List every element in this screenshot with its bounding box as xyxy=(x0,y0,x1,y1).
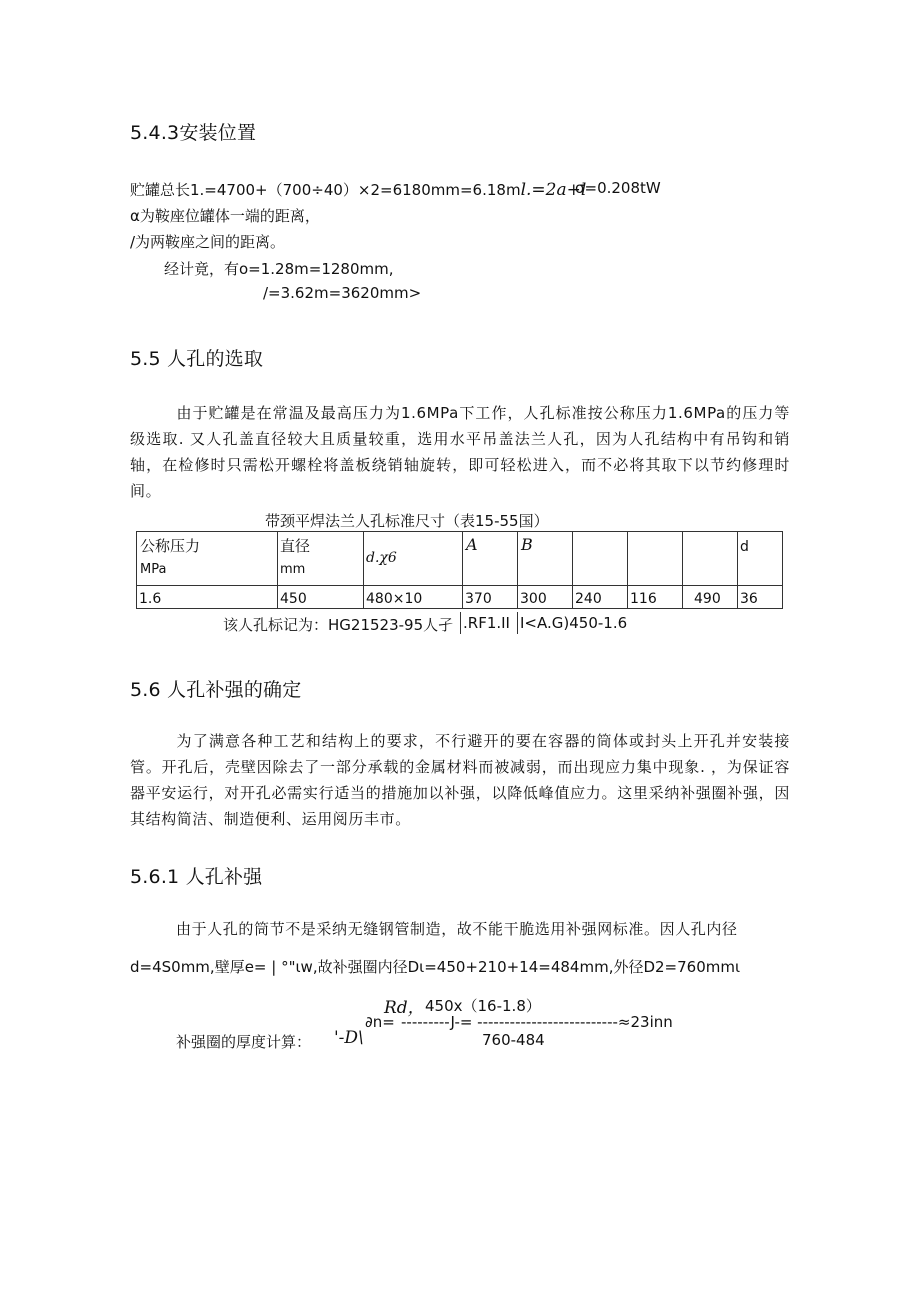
section-5-6-paragraph-text: 为了满意各种工艺和结构上的要求，不行避开的要在容器的筒体或封头上开孔并安装接管。开孔后，壳壁因除去了一部分承载的金属材料而被减弱，而出现应力集中现象. ，为保证容器平安运行，对开孔必需实行适当的措施加以补强，以降低峰值应力。这里采纳补强圈补强，因其结构简洁、制造便利、运用阅历丰市。 xyxy=(130,732,790,828)
formula-numerator: 450x（16-1.8） xyxy=(425,997,541,1015)
table-col-border xyxy=(517,532,518,608)
header-d: d xyxy=(740,539,749,555)
header-unit-mm: mm xyxy=(280,562,306,577)
alpha-definition: α为鞍座位罐体一端的距离， xyxy=(130,207,320,225)
manhole-mark-part2: .RF1.II xyxy=(463,614,510,632)
section-5-6-1-line1: 由于人孔的筒节不是采纳无缝钢管制造，故不能干脆选用补强网标准。因人孔内径 xyxy=(176,920,738,938)
table-col-border xyxy=(363,532,364,608)
table-cell-b: 300 xyxy=(520,591,547,607)
table-cell-col7: 116 xyxy=(630,591,657,607)
table-col-border xyxy=(136,532,137,608)
section-title-5-5: 5.5 人孔的选取 xyxy=(130,348,264,370)
header-b: B xyxy=(521,535,533,554)
header-d-x-b: d.χ6 xyxy=(366,550,397,566)
section-title-5-4-3: 5.4.3安装位置 xyxy=(130,122,257,144)
formula-label-symbol: '-D\ xyxy=(334,1028,364,1048)
section-5-5-paragraph xyxy=(130,400,790,504)
l-definition: /为两鞍座之间的距离。 xyxy=(130,233,286,251)
section-title-5-6-1: 5.6.1 人孔补强 xyxy=(130,866,263,888)
calc-result-l: /=3.62m=3620mm> xyxy=(263,284,422,302)
length-equation xyxy=(130,179,586,200)
formula-denominator: 760-484 xyxy=(482,1031,545,1049)
formula-result: ---------J-= --------------------------≈23inn xyxy=(401,1013,673,1031)
mark-separator xyxy=(517,612,518,634)
length-equation-text: 贮罐总长1.=4700+（700÷40）×2=6180mm=6.18m xyxy=(130,181,521,199)
table-col-border xyxy=(277,532,278,608)
table-cell-a: 370 xyxy=(465,591,492,607)
length-formula: l.=2a+l xyxy=(520,180,587,200)
mark-separator xyxy=(460,612,461,634)
header-unit-mpa: MPa xyxy=(140,562,167,577)
section-5-5-paragraph-text: 由于贮罐是在常温及最高压力为1.6MPa下工作，人孔标准按公称压力1.6MPa的压力等级选取. 又人孔盖直径较大且质量较重，选用水平吊盖法兰人孔，因为人孔结构中有吊钩和销轴，在检修时只需松开螺栓将盖板绕销轴旋转，即可轻松进入，而不必将其取下以节约修理时间。 xyxy=(130,404,790,500)
formula-delta-n: ∂n= xyxy=(365,1013,395,1031)
table-col-border xyxy=(627,532,628,608)
table-col-border xyxy=(462,532,463,608)
table-caption: 带颈平焊法兰人孔标准尺寸（表15-55国） xyxy=(265,512,549,530)
section-5-6-1-line2: d=4S0mm,壁厚e= | °"ιw,故补强圈内径Dι=450+210+14=484mm,外径D2=760mmι xyxy=(130,958,741,976)
section-title-5-6: 5.6 人孔补强的确定 xyxy=(130,679,302,701)
table-cell-diameter: 450 xyxy=(280,591,307,607)
sigma-value: σ=0.208tW xyxy=(575,179,661,197)
table-cell-d-x-b: 480×10 xyxy=(366,591,423,607)
calc-result-a: 经计竟，有o=1.28m=1280mm, xyxy=(164,260,394,278)
manhole-mark-part3: I<A.G)450-1.6 xyxy=(520,614,628,632)
table-border-top xyxy=(136,531,783,532)
section-5-6-paragraph xyxy=(130,728,790,832)
table-border-bottom xyxy=(136,608,783,609)
table-col-border xyxy=(737,532,738,608)
manhole-mark-label: 该人孔标记为：HG21523-95人孑 xyxy=(223,616,454,634)
table-cell-col8: 490 xyxy=(694,591,721,607)
table-cell-d: 36 xyxy=(740,591,758,607)
formula-label: 补强圈的厚度计算： xyxy=(176,1033,312,1051)
formula-rd: Rd， xyxy=(384,998,425,1018)
table-cell-pressure: 1.6 xyxy=(139,591,162,607)
table-border-middle xyxy=(136,585,783,586)
table-cell-col6: 240 xyxy=(575,591,602,607)
header-a: A xyxy=(466,535,478,554)
header-diameter: 直径 xyxy=(280,537,311,555)
header-nominal-pressure: 公称压力 xyxy=(140,537,201,555)
table-col-border xyxy=(572,532,573,608)
table-col-border xyxy=(682,532,683,608)
table-col-border xyxy=(782,532,783,608)
